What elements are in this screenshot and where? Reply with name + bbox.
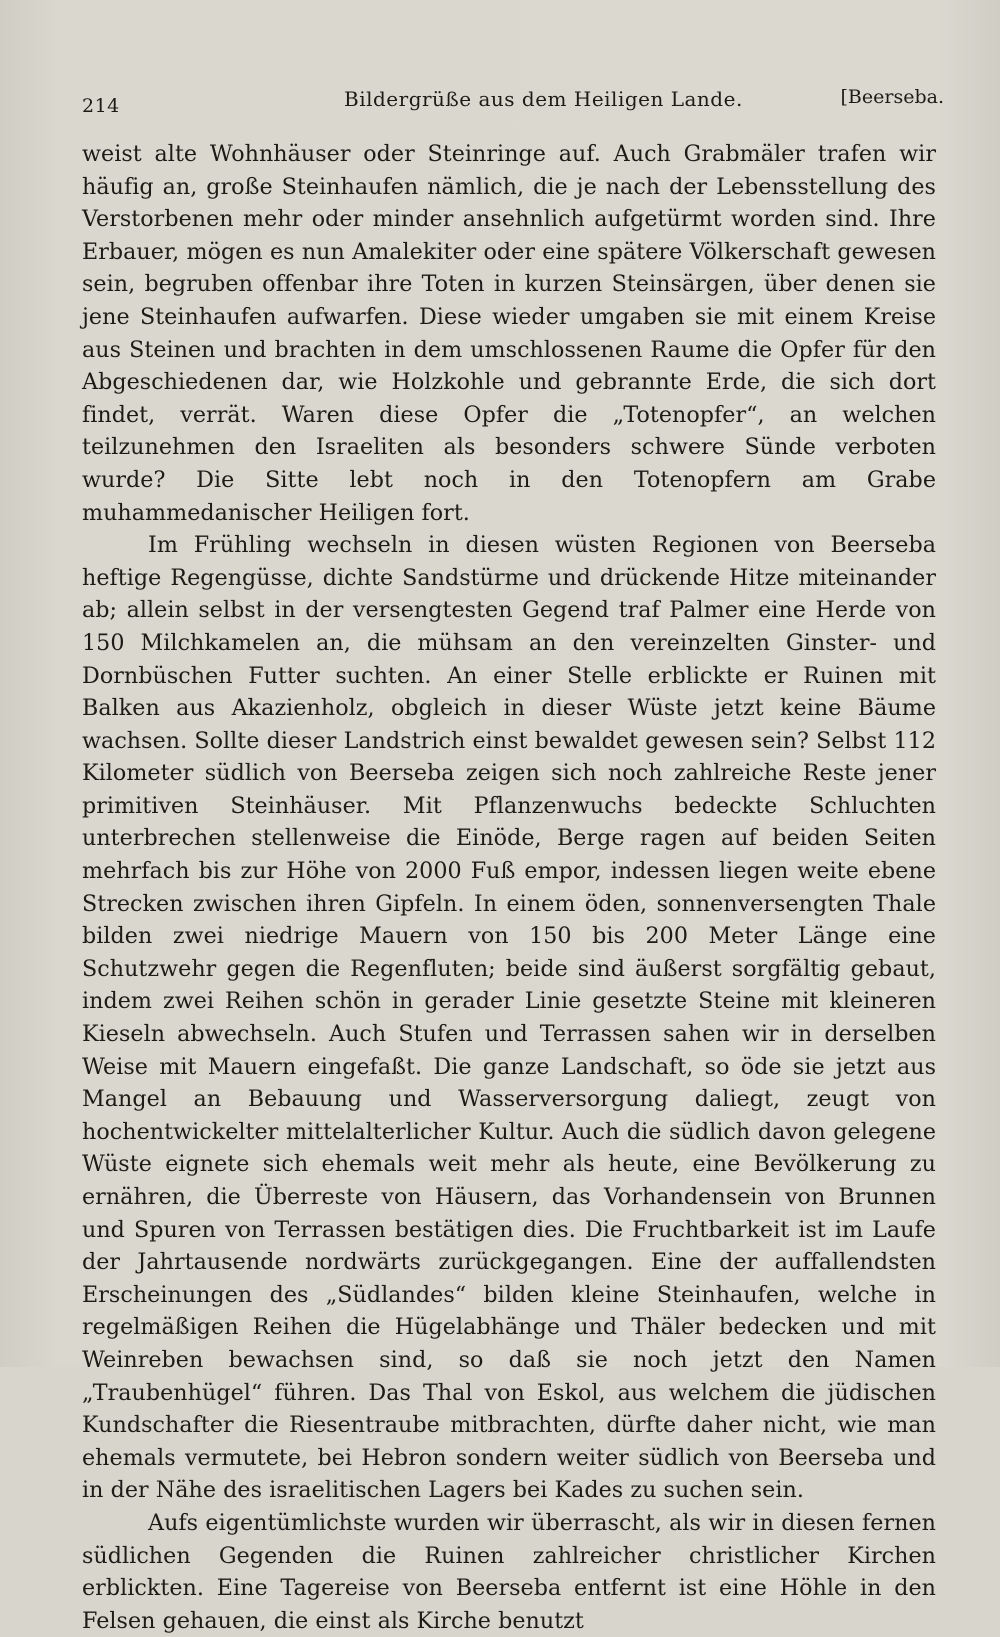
running-head [82, 0, 944, 117]
section-marker: [Beerseba. [840, 86, 944, 108]
page-number: 214 [82, 95, 120, 117]
paragraph-continuation: weist alte Wohnhäuser oder Steinringe auf. Auch Grabmäler trafen wir häufig an, große Steinhaufen nämlich, die je nach der Lebensstellung des Verstorbenen mehr oder minder ansehnlich aufgetürmt worden sind. Ihre Erbauer, mögen es nun Amalekiter oder eine spätere Völkerschaft gewesen sein, begruben offenbar ihre Toten in kurzen Steinsärgen, über denen sie jene Steinhaufen aufwarfen. Diese wieder umgaben sie mit einem Kreise aus Steinen und brachten in dem umschlossenen Raume die Opfer für den Abgeschiedenen dar, wie Holzkohle und gebrannte Erde, die sich dort findet, verrät. Waren diese Opfer die „Totenopfer“, an welchen teilzunehmen den Israeliten als besonders schwere Sünde verboten wurde? Die Sitte lebt noch in den Totenopfern am Grabe muhammedanischer Heiligen fort. [82, 141, 936, 526]
paragraph-christian-churches: Aufs eigentümlichste wurden wir überrascht, als wir in diesen fernen südlichen Gegenden die Ruinen zahlreicher christlicher Kirchen erblickten. Eine Tagereise von Beerseba entfernt ist eine Höhle in den Felsen gehauen, die einst als Kirche benutzt [82, 1509, 936, 1634]
running-title: Bildergrüße aus dem Heiligen Lande. [344, 87, 743, 111]
paragraph-spring-regions: Im Frühling wechseln in diesen wüsten Regionen von Beerseba heftige Regengüsse, dichte Sandstürme und drückende Hitze miteinander ab; allein selbst in der versengtesten Gegend traf Palmer eine Herde von 150 Milchkamelen an, die mühsam an den vereinzelten Ginster- und Dornbüschen Futter suchten. An einer Stelle erblickte er Ruinen mit Balken aus Akazienholz, obgleich in dieser Wüste jetzt keine Bäume wachsen. Sollte dieser Landstrich einst bewaldet gewesen sein? Selbst 112 Kilometer südlich von Beerseba zeigen sich noch zahlreiche Reste jener primitiven Steinhäuser. Mit Pflanzenwuchs bedeckte Schluchten unterbrechen stellenweise die Einöde, Berge ragen auf beiden Seiten mehrfach bis zur Höhe von 2000 Fuß empor, indessen liegen weite ebene Strecken zwischen ihren Gipfeln. In einem öden, sonnenversengten Thale bilden zwei niedrige Mauern von 150 bis 200 Meter Länge eine Schutzwehr gegen die Regenfluten; beide sind äußerst sorgfältig gebaut, indem zwei Reihen schön in gerader Linie gesetzte Steine mit kleineren Kieseln abwechseln. Auch Stufen und Terrassen sahen wir in derselben Weise mit Mauern eingefaßt. Die ganze Landschaft, so öde sie jetzt aus Mangel an Bebauung und Wasserversorgung daliegt, zeugt von hochentwickelter mittelalterlicher Kultur. Auch die südlich davon gelegene Wüste eignete sich ehemals weit mehr als heute, eine Bevölkerung zu ernähren, die Überreste von Häusern, das Vorhandensein von Brunnen und Spuren von Terrassen bestätigen dies. Die Fruchtbarkeit ist im Laufe der Jahrtausende nordwärts zurückgegangen. Eine der auffallendsten Erscheinungen des „Südlandes“ bilden kleine Steinhaufen, welche in regelmäßigen Reihen die Hügelabhänge und Thäler bedecken und mit Weinreben bewachsen sind, so daß sie noch jetzt den Namen „Traubenhügel“ führen. Das Thal von Eskol, aus welchem die jüdischen Kundschafter die Riesentraube mitbrachten, dürfte daher nicht, wie man ehemals vermutete, bei Hebron sondern weiter südlich von Beerseba und in der Nähe des israelitischen Lagers bei Kades zu suchen sein. [82, 532, 936, 1504]
body-text [82, 138, 936, 1637]
